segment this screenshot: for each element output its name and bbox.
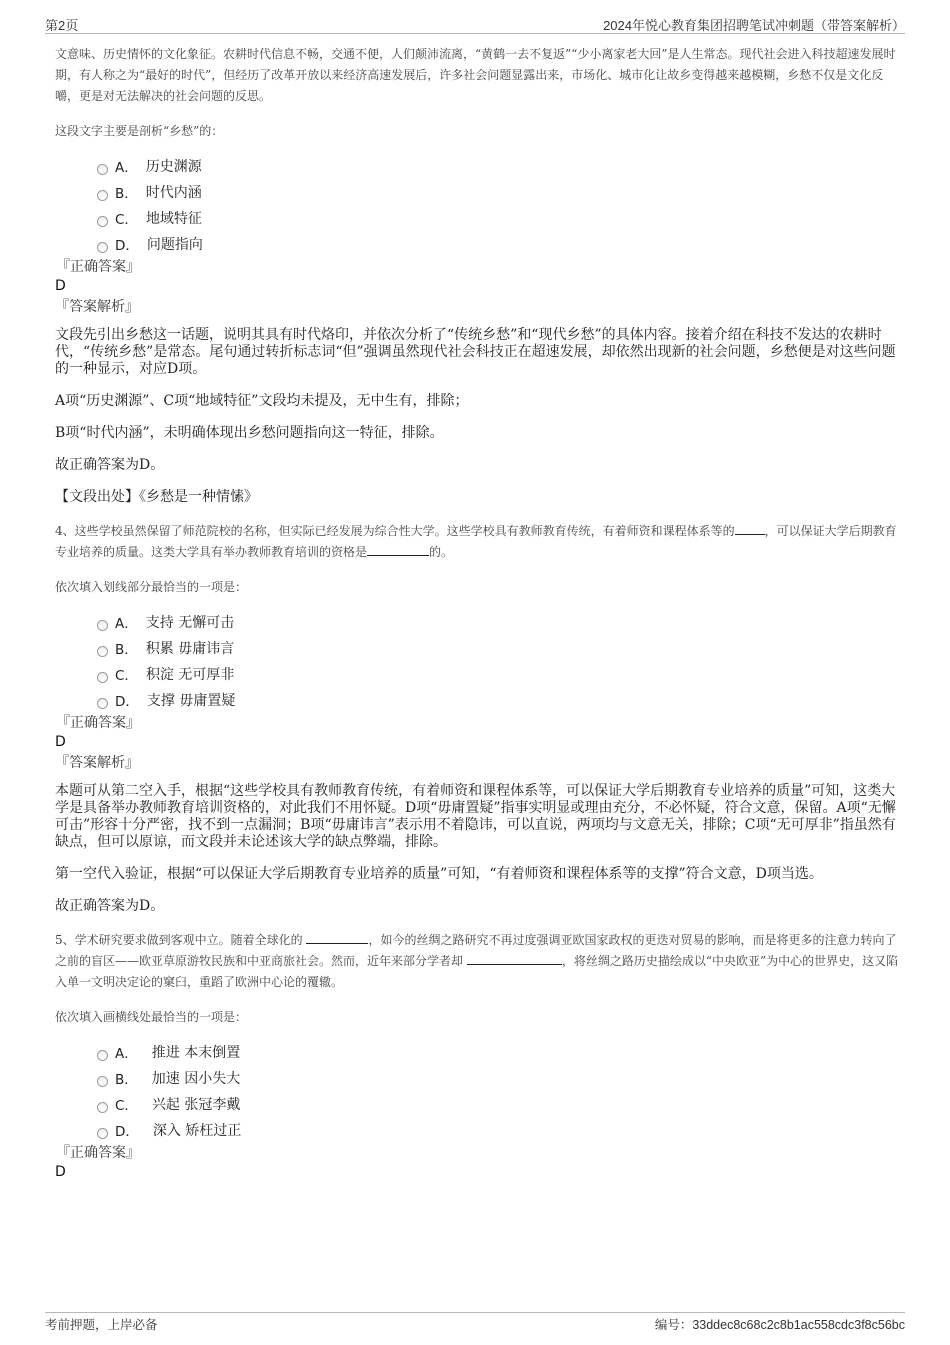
- option-a[interactable]: [97, 609, 900, 635]
- stem-text: ，如今的丝绸之路研究不再过度强调亚欧国家政权的更迭对贸易的影响，而是将更多的注意力转向了之前的盲区——欧亚草原游牧民族和中亚商旅社会。然而，近年来部分学者却: [55, 933, 897, 968]
- answer-analysis-label: 『答案解析』: [55, 299, 139, 315]
- option-b[interactable]: [97, 179, 900, 205]
- option-text: 地域特征: [145, 211, 202, 227]
- answer-analysis-label: 『答案解析』: [55, 755, 139, 771]
- option-b[interactable]: [97, 635, 900, 661]
- option-d[interactable]: [97, 687, 900, 713]
- correct-answer-value: D: [55, 734, 66, 750]
- option-text: 时代内涵: [145, 185, 202, 201]
- footer-slogan: 考前押题，上岸必备: [45, 1318, 158, 1332]
- fill-blank-1: [306, 931, 368, 944]
- fill-blank-2: [467, 952, 562, 965]
- radio-button-icon[interactable]: [97, 1050, 108, 1061]
- option-letter: D．: [115, 238, 139, 254]
- question-stem: [55, 930, 900, 993]
- stem-text: ，可以保证大学后期教育专业培养的质量。这类大学具有举办教师教育培训的资格是: [55, 524, 897, 559]
- stem-text: 4、这些学校虽然保留了师范院校的名称，但实际已经发展为综合性大学。这些学校具有教师教育传统，有着师资和课程体系等的: [55, 524, 735, 538]
- correct-answer-value: D: [55, 278, 66, 294]
- option-text: 支撑 毋庸置疑: [146, 693, 236, 709]
- stem-text: ，将丝绸之路历史描绘成以“中央欧亚”为中心的世界史，这又陷入单一文明决定论的窠臼，重蹈了欧洲中心论的覆辙。: [55, 954, 899, 989]
- radio-button-icon[interactable]: [97, 646, 108, 657]
- option-text: 推进 本末倒置: [151, 1045, 241, 1061]
- radio-button-icon[interactable]: [97, 672, 108, 683]
- document-body: [55, 44, 900, 1181]
- correct-answer-value: D: [55, 1164, 66, 1180]
- option-letter: B．: [115, 186, 138, 202]
- option-list: [55, 609, 900, 713]
- fill-blank-1: [735, 522, 765, 535]
- option-text: 加速 因小失大: [151, 1071, 241, 1087]
- question-4: [55, 521, 900, 915]
- analysis-paragraph: 第一空代入验证，根据“可以保证大学后期教育专业培养的质量”可知，“有着师资和课程体系等的支撑”符合文意，D项当选。: [55, 866, 823, 882]
- option-letter: A．: [115, 1046, 138, 1062]
- option-text: 历史渊源: [145, 159, 202, 175]
- option-text: 兴起 张冠李戴: [151, 1097, 241, 1113]
- analysis-conclusion: 故正确答案为D。: [55, 457, 165, 473]
- question-5: [55, 930, 900, 1181]
- radio-button-icon[interactable]: [97, 1102, 108, 1113]
- option-text: 支持 无懈可击: [145, 615, 235, 631]
- option-text: 问题指向: [146, 237, 203, 253]
- option-a[interactable]: [97, 1039, 900, 1065]
- option-d[interactable]: [97, 1117, 900, 1143]
- option-b[interactable]: [97, 1065, 900, 1091]
- radio-button-icon[interactable]: [97, 1128, 108, 1139]
- passage-source: 【文段出处】《乡愁是一种情愫》: [55, 489, 258, 505]
- radio-button-icon[interactable]: [97, 242, 108, 253]
- analysis-paragraph: 文段先引出乡愁这一话题，说明其具有时代烙印，并依次分析了“传统乡愁”和“现代乡愁”的具体内容。接着介绍在科技不发达的农耕时代，“传统乡愁”是常态。尾句通过转折标志词“但”强调虽然现代社会科技正在超速发展，却依然出现新的社会问题，乡愁便是对这些问题的一种显示，对应D项。: [55, 327, 896, 377]
- question-prompt: 这段文字主要是剖析“乡愁”的：: [55, 124, 224, 138]
- question-stem: [55, 521, 900, 563]
- option-letter: B．: [115, 1072, 138, 1088]
- radio-button-icon[interactable]: [97, 698, 108, 709]
- option-d[interactable]: [97, 231, 900, 257]
- option-letter: C．: [115, 668, 138, 684]
- page-number: 第2页: [45, 18, 79, 33]
- analysis-paragraph: B项“时代内涵”，未明确体现出乡愁问题指向这一特征，排除。: [55, 425, 444, 441]
- analysis-paragraph: 本题可从第二空入手，根据“这些学校具有教师教育传统，有着师资和课程体系等，可以保证大学后期教育专业培养的质量”可知，这类大学是具备举办教师教育培训资格的，对此我们不用怀疑。D项“毋庸置疑”指事实明显或理由充分，不必怀疑，符合文意，保留。A项“无懈可击”形容十分严密，找不到一点漏洞；B项“毋庸讳言”表示用不着隐讳，可以直说，两项均与文意无关，排除；C项“无可厚非”指虽然有缺点，但可以原谅，而文段并未论述该大学的缺点弊端，排除。: [55, 783, 896, 850]
- page-footer: [45, 1312, 905, 1333]
- radio-button-icon[interactable]: [97, 190, 108, 201]
- option-letter: C．: [115, 212, 138, 228]
- option-text: 深入 矫枉过正: [152, 1123, 242, 1139]
- serial-label: 编号：: [654, 1318, 693, 1332]
- option-c[interactable]: [97, 661, 900, 687]
- serial-number: [655, 1315, 905, 1333]
- radio-button-icon[interactable]: [97, 164, 108, 175]
- question-prompt: 依次填入划线部分最恰当的一项是：: [55, 580, 248, 594]
- serial-value: 33ddec8c68c2c8b1ac558cdc3f8c56bc: [692, 1318, 905, 1332]
- option-letter: D．: [115, 1124, 139, 1140]
- stem-text: 5、学术研究要求做到客观中立。随着全球化的: [55, 933, 307, 947]
- radio-button-icon[interactable]: [97, 216, 108, 227]
- question-prompt: 依次填入画横线处最恰当的一项是：: [55, 1010, 248, 1024]
- correct-answer-label: 『正确答案』: [56, 259, 140, 275]
- radio-button-icon[interactable]: [97, 1076, 108, 1087]
- analysis-conclusion: 故正确答案为D。: [55, 898, 165, 914]
- option-c[interactable]: [97, 1091, 900, 1117]
- option-letter: C．: [115, 1098, 138, 1114]
- page-header: [45, 14, 905, 34]
- option-letter: A．: [115, 616, 138, 632]
- question-3: [55, 44, 900, 506]
- option-letter: D．: [115, 694, 139, 710]
- question-passage: 文意味、历史情怀的文化象征。农耕时代信息不畅，交通不便，人们颠沛流离，“黄鹤一去不复返”“少小离家老大回”是人生常态。现代社会进入科技超速发展时期，有人称之为“最好的时代”，但经历了改革开放以来经济高速发展后，许多社会问题显露出来，市场化、城市化让故乡变得越来越模糊，乡愁不仅是文化反嚼，更是对无法解决的社会问题的反思。: [55, 47, 896, 103]
- option-text: 积淀 无可厚非: [145, 667, 235, 683]
- option-list: [55, 1039, 900, 1143]
- option-letter: A．: [115, 160, 138, 176]
- option-a[interactable]: [97, 153, 900, 179]
- correct-answer-label: 『正确答案』: [56, 715, 140, 731]
- document-title: 2024年悦心教育集团招聘笔试冲刺题（带答案解析）: [603, 18, 905, 33]
- option-list: [55, 153, 900, 257]
- stem-text: 的。: [429, 545, 454, 559]
- option-letter: B．: [115, 642, 138, 658]
- correct-answer-label: 『正确答案』: [56, 1145, 140, 1161]
- analysis-paragraph: A项“历史渊源”、C项“地域特征”文段均未提及，无中生有，排除；: [55, 393, 469, 409]
- option-text: 积累 毋庸讳言: [145, 641, 235, 657]
- option-c[interactable]: [97, 205, 900, 231]
- fill-blank-2: [367, 543, 429, 556]
- radio-button-icon[interactable]: [97, 620, 108, 631]
